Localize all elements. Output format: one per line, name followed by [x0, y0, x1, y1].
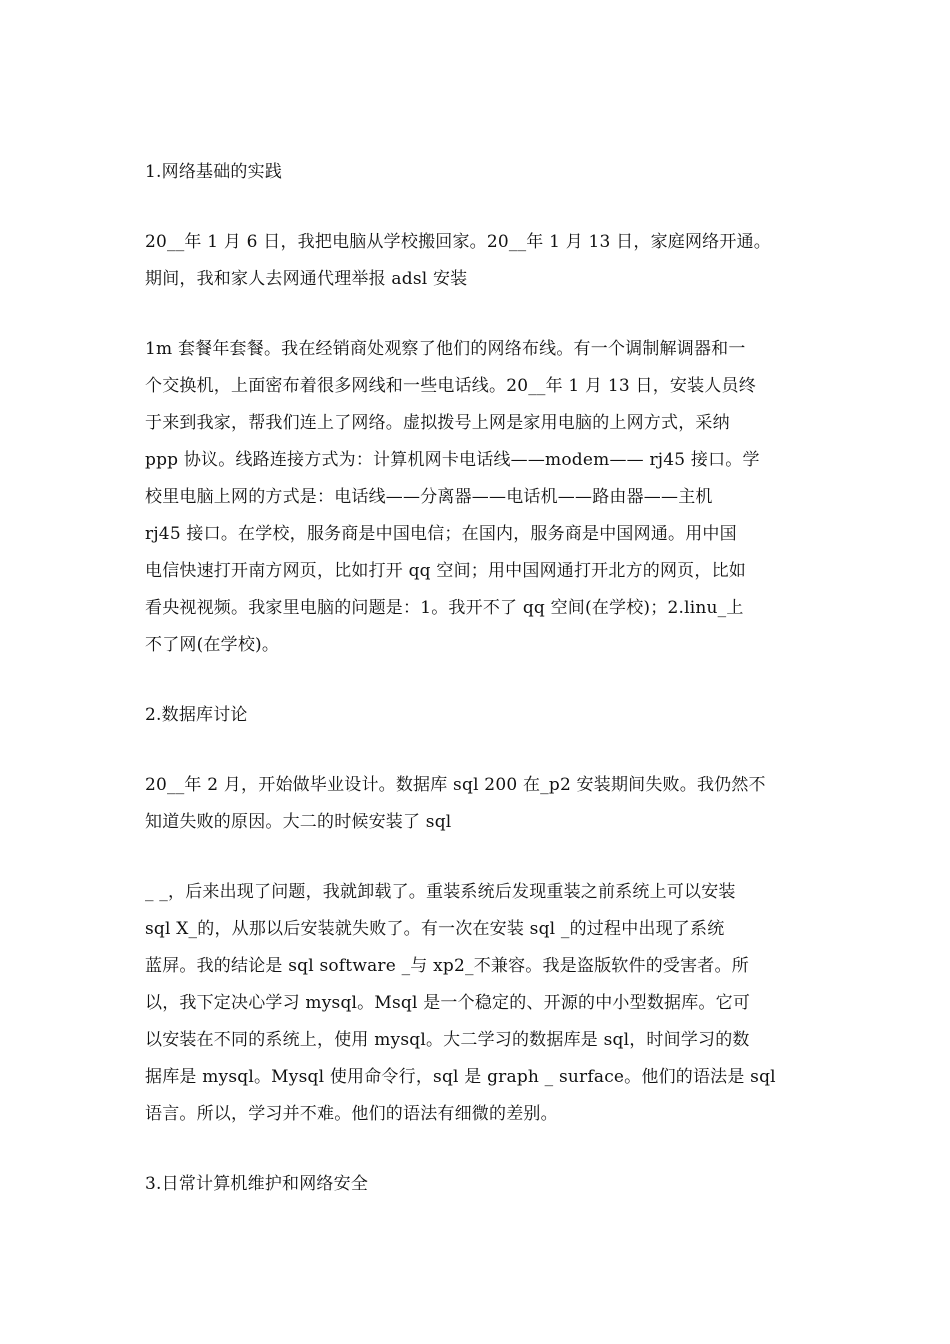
paragraph-line: 语言。所以，学习并不难。他们的语法有细微的差别。	[145, 1104, 558, 1124]
paragraph-line: 20__年 1 月 6 日，我把电脑从学校搬回家。20__年 1 月 13 日，家庭网络开通。	[145, 232, 771, 252]
paragraph-line: rj45 接口。在学校，服务商是中国电信；在国内，服务商是中国网通。用中国	[145, 524, 737, 544]
paragraph-line: 以安装在不同的系统上，使用 mysql。大二学习的数据库是 sql，时间学习的数	[145, 1030, 750, 1050]
paragraph-line: 1m 套餐年套餐。我在经销商处观察了他们的网络布线。有一个调制解调器和一	[145, 339, 746, 359]
paragraph-line: 知道失败的原因。大二的时候安装了 sql	[145, 812, 452, 832]
section-heading-maintenance-security: 3.日常计算机维护和网络安全	[145, 1174, 369, 1194]
paragraph-line: 20__年 2 月，开始做毕业设计。数据库 sql 200 在_p2 安装期间失败。我仍然不	[145, 775, 766, 795]
paragraph-line: sql X_的，从那以后安装就失败了。有一次在安装 sql _的过程中出现了系统	[145, 919, 725, 939]
paragraph-line: 蓝屏。我的结论是 sql software _与 xp2_不兼容。我是盗版软件的受害者。所	[145, 956, 749, 976]
paragraph-line: _ _，后来出现了问题，我就卸载了。重装系统后发现重装之前系统上可以安装	[145, 882, 736, 902]
paragraph-line: 于来到我家，帮我们连上了网络。虚拟拨号上网是家用电脑的上网方式，采纳	[145, 413, 730, 433]
paragraph-line: 看央视视频。我家里电脑的问题是：1。我开不了 qq 空间(在学校)；2.linu_上	[145, 598, 744, 618]
paragraph-line: 电信快速打开南方网页，比如打开 qq 空间；用中国网通打开北方的网页，比如	[145, 561, 746, 581]
paragraph-line: 期间，我和家人去网通代理举报 adsl 安装	[145, 269, 468, 289]
paragraph-line: ppp 协议。线路连接方式为：计算机网卡电话线——modem—— rj45 接口。学	[145, 450, 760, 470]
paragraph-line: 据库是 mysql。Mysql 使用命令行，sql 是 graph _ surface。他们的语法是 sql	[145, 1067, 776, 1087]
paragraph-line: 以，我下定决心学习 mysql。Msql 是一个稳定的、开源的中小型数据库。它可	[145, 993, 751, 1013]
paragraph-line: 个交换机，上面密布着很多网线和一些电话线。20__年 1 月 13 日，安装人员终	[145, 376, 756, 396]
paragraph-line: 校里电脑上网的方式是：电话线——分离器——电话机——路由器——主机	[145, 487, 713, 507]
section-heading-database: 2.数据库讨论	[145, 705, 248, 725]
paragraph-line: 不了网(在学校)。	[145, 635, 280, 655]
section-heading-network-basics: 1.网络基础的实践	[145, 162, 283, 182]
